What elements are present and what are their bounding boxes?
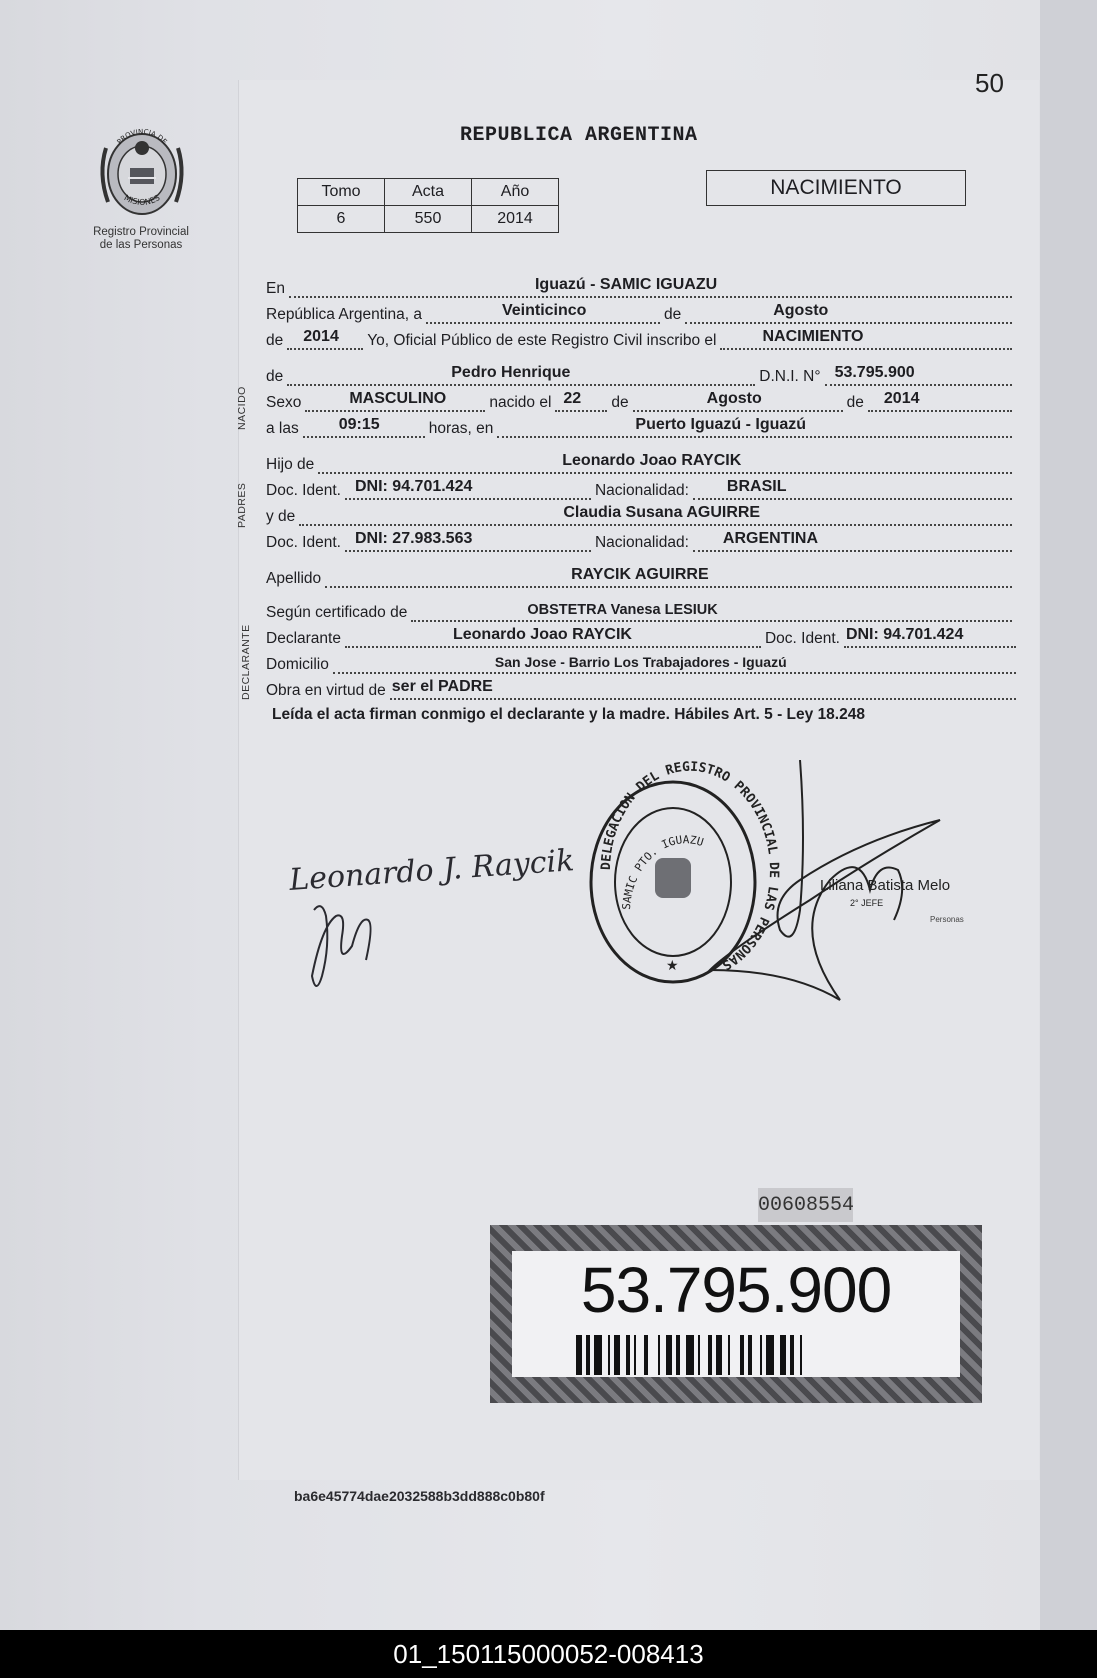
row-madre [266,504,1012,526]
label-a-las: a las [266,420,299,437]
label-de-1: de [663,306,682,323]
value-dia-texto: Veinticinco [501,302,587,319]
barcode-bar [644,1335,648,1375]
serial-number: 00608554 [758,1188,853,1222]
label-horas: horas, en [428,420,494,437]
value-madre-nac: ARGENTINA [722,530,819,547]
closing-statement: Leída el acta firman conmigo el declarante y la madre. Hábiles Art. 5 - Ley 18.248 [272,706,865,723]
barcode-bar [708,1335,712,1375]
label-declarante: Declarante [266,630,341,647]
label-de-5: de [846,394,864,411]
row-declarante [266,626,1016,648]
label-nacionalidad-1: Nacionalidad: [594,482,689,499]
svg-text:★: ★ [666,957,679,973]
field-dia-texto [426,300,660,324]
label-republica: República Argentina, a [266,306,422,323]
barcode-bar [594,1335,602,1375]
field-mes-nac [633,388,843,412]
official-dept: Personas [930,915,964,924]
label-apellido: Apellido [266,570,322,587]
label-nacionalidad-2: Nacionalidad: [594,534,689,551]
field-tipo [720,326,1012,350]
label-doc-ident-1: Doc. Ident. [266,482,341,499]
row-inscribo [266,328,1012,350]
value-certificado: OBSTETRA Vanesa LESIUK [527,602,718,618]
logo-caption-line1: Registro Provincial [93,226,189,238]
field-certificado [411,598,1012,622]
value-acta: 550 [385,206,472,233]
field-anio-nac [868,388,1012,412]
record-table [297,178,559,233]
label-y-de: y de [266,508,296,525]
signatures-area [280,760,1040,1040]
field-hora [303,414,425,438]
row-domicilio [266,652,1016,674]
row-obra [266,678,1016,700]
label-doc-ident-3: Doc. Ident. [764,630,840,647]
field-declarante [345,624,761,648]
header-anio: Año [472,179,559,206]
row-certificado [266,600,1012,622]
value-declarante-doc: DNI: 94.701.424 [845,626,964,643]
header-tomo: Tomo [298,179,385,206]
field-lugar-nac [497,414,1012,438]
label-de-3: de [266,368,284,385]
value-hora: 09:15 [338,416,380,433]
field-padre-doc [345,476,591,500]
logo-caption-line2: de las Personas [99,239,183,251]
label-doc-ident-2: Doc. Ident. [266,534,341,551]
official-stamp [591,760,781,982]
side-label-nacido: NACIDO [236,386,248,430]
document-title: REPUBLICA ARGENTINA [460,124,698,147]
label-sexo: Sexo [266,394,302,411]
label-de-4: de [611,394,629,411]
value-sexo: MASCULINO [349,390,447,407]
official-role: 2° JEFE [850,898,884,908]
field-declarante-doc [844,624,1016,648]
field-madre-doc [345,528,591,552]
value-anio-nac: 2014 [883,390,920,407]
label-en: En [266,280,285,297]
logo-caption [80,226,202,252]
emblem-text-bottom: MISIONES [122,193,162,207]
value-obra: ser el PADRE [391,678,493,695]
barcode-bar [716,1335,722,1375]
value-apellido: RAYCIK AGUIRRE [571,566,709,583]
field-nombre [287,362,755,386]
dni-number-large: 53.795.900 [580,1254,892,1326]
stamp-inner-text: SAMIC PTO. IGUAZU [619,833,706,911]
field-padre-nac [693,476,1012,500]
label-yo: Yo, Oficial Público de este Registro Civil inscribo el [367,332,717,349]
field-anio-acta [287,326,363,350]
barcode [576,1335,896,1375]
field-madre [299,502,1012,526]
barcode-bar [698,1335,700,1375]
header-acta: Acta [385,179,472,206]
stamp-outer-text: DELEGACION DEL REGISTRO PROVINCIAL DE LAS PERSONAS [598,760,782,973]
barcode-bar [614,1335,620,1375]
declarante-signature [287,843,575,986]
side-label-declarante: DECLARANTE [240,624,252,700]
value-lugar: Iguazú - SAMIC IGUAZU [534,276,718,293]
barcode-bar [666,1335,672,1375]
row-apellido [266,566,1012,588]
footer-filename: 01_150115000052-008413 [0,1630,1097,1678]
value-tomo: 6 [298,206,385,233]
barcode-bar [790,1335,794,1375]
value-anio-acta: 2014 [303,328,339,345]
field-mes-acta [685,300,1012,324]
value-padre-doc: DNI: 94.701.424 [354,478,473,495]
barcode-bar [586,1335,590,1375]
barcode-bar [728,1335,730,1375]
value-declarante: Leonardo Joao RAYCIK [452,626,632,643]
emblem-text-top: PROVINCIA DE [115,127,169,146]
field-madre-nac [693,528,1012,552]
value-dni: 53.795.900 [834,364,915,381]
row-madre-doc [266,530,1012,552]
value-lugar-nac: Puerto Iguazú - Iguazú [635,416,807,433]
value-dia-nac: 22 [563,390,582,407]
label-segun: Según certificado de [266,604,408,621]
label-hijo-de: Hijo de [266,456,315,473]
barcode-bar [634,1335,636,1375]
barcode-bar [766,1335,774,1375]
barcode-bar [658,1335,660,1375]
barcode-bar [740,1335,744,1375]
value-tipo: NACIMIENTO [762,328,864,345]
row-republica [266,302,1012,324]
value-nombre: Pedro Henrique [451,364,571,381]
row-sexo [266,390,1012,412]
value-anio: 2014 [472,206,559,233]
declarante-signature-text: Leonardo J. Raycik [288,843,576,898]
field-dia-nac [555,388,607,412]
field-padre [318,450,1012,474]
barcode-bar [686,1335,694,1375]
value-padre: Leonardo Joao RAYCIK [562,452,742,469]
barcode-bar [760,1335,762,1375]
label-dni: D.N.I. N° [759,368,821,385]
label-obra: Obra en virtud de [266,682,386,699]
barcode-bar [780,1335,786,1375]
barcode-bar [626,1335,630,1375]
dni-label-sticker [490,1225,982,1403]
field-dni [825,362,1012,386]
value-madre: Claudia Susana AGUIRRE [563,504,761,521]
barcode-bar [576,1335,582,1375]
barcode-bar [800,1335,802,1375]
label-nacido: nacido el [489,394,552,411]
record-type-box: NACIMIENTO [706,170,966,206]
row-padre-doc [266,478,1012,500]
document-hash: ba6e45774dae2032588b3dd888c0b80f [294,1488,545,1504]
field-domicilio [333,650,1016,674]
field-sexo [305,388,485,412]
value-domicilio: San Jose - Barrio Los Trabajadores - Iguazú [494,654,787,670]
barcode-bar [608,1335,610,1375]
field-apellido [325,564,1012,588]
official-name: Liliana Batista Melo [820,877,951,894]
coat-of-arms-logo [92,118,192,218]
field-lugar [289,274,1012,298]
dni-label-inner [512,1251,960,1377]
barcode-bar [676,1335,680,1375]
row-padre [266,452,1012,474]
row-nombre [266,364,1012,386]
side-label-padres: PADRES [236,482,248,528]
mother-signature [312,906,371,986]
label-domicilio: Domicilio [266,656,329,673]
value-padre-nac: BRASIL [726,478,787,495]
stamp-emblem [655,858,691,898]
value-madre-doc: DNI: 27.983.563 [354,530,473,547]
barcode-bar [748,1335,752,1375]
value-mes-nac: Agosto [706,390,762,407]
page-number: 50 [975,68,1004,98]
row-en [266,276,1012,298]
value-mes-acta: Agosto [773,302,829,319]
field-obra [390,676,1016,700]
row-hora [266,416,1012,438]
label-de-2: de [266,332,284,349]
